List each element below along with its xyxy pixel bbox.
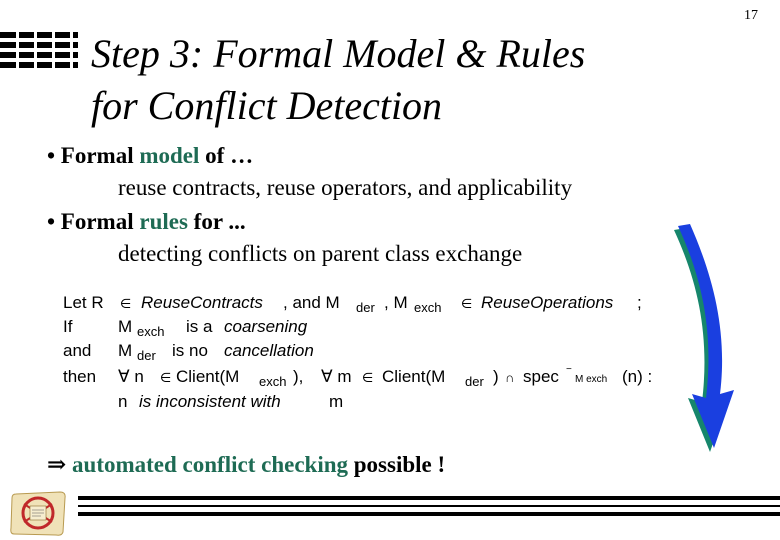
formula-m-2: M bbox=[118, 317, 133, 336]
formula-forall-m: ∀ m bbox=[321, 367, 352, 386]
conclusion-rest: possible ! bbox=[348, 452, 446, 477]
formula-let: Let R bbox=[63, 293, 104, 312]
formula-is-a: is a bbox=[186, 317, 213, 336]
bullet-2-highlight: rules bbox=[139, 209, 188, 234]
formula-sub-exch-4: exch bbox=[259, 374, 287, 389]
bullet-2 bbox=[47, 209, 246, 235]
formula-comma-m: , M bbox=[384, 293, 408, 312]
formula-semicolon: ; bbox=[637, 293, 642, 312]
footer-rule-2 bbox=[78, 505, 780, 507]
bullet-1 bbox=[47, 143, 253, 169]
bullet-1-detail: reuse contracts, reuse operators, and applicability bbox=[118, 175, 573, 200]
formula-spec-sub: M exch bbox=[575, 374, 608, 385]
formula-element-of-4: ∈ bbox=[362, 370, 374, 385]
bullet-1-suffix: of … bbox=[199, 143, 254, 168]
formula-sub-exch-2: exch bbox=[137, 324, 165, 339]
bullet-1-highlight: model bbox=[139, 143, 200, 168]
conclusion bbox=[47, 451, 445, 478]
formula-if: If bbox=[63, 317, 73, 336]
formula-close-2: ) bbox=[493, 367, 499, 386]
curved-down-arrow-icon bbox=[668, 222, 748, 454]
formula-sub-der: der bbox=[356, 300, 375, 315]
formula-client-2: Client(M bbox=[382, 367, 446, 386]
formula-close-1: ), bbox=[293, 367, 304, 386]
bullet-2-detail: detecting conflicts on parent class exchange bbox=[118, 241, 523, 266]
conclusion-highlight: automated conflict checking bbox=[72, 452, 348, 477]
formula-is-no: is no bbox=[172, 341, 208, 360]
formula-n: n bbox=[118, 392, 128, 411]
formula-intersection: ∩ bbox=[505, 370, 515, 385]
footer-rule-3 bbox=[78, 512, 780, 516]
formula-and-m: , and M bbox=[283, 293, 340, 312]
formula-forall-n: ∀ n bbox=[118, 367, 144, 386]
formula-coarsening: coarsening bbox=[224, 317, 308, 336]
formula-m-3: M bbox=[118, 341, 133, 360]
title-line-1: Step 3: Formal Model & Rules bbox=[91, 31, 586, 76]
formula-inconsistent: is inconsistent with bbox=[139, 392, 281, 411]
formula-reuse-operations: ReuseOperations bbox=[481, 293, 614, 312]
formula-sub-exch: exch bbox=[414, 300, 442, 315]
formula-element-of-3: ∈ bbox=[160, 370, 172, 385]
formula-reuse-contracts: ReuseContracts bbox=[141, 293, 263, 312]
formula-cancellation: cancellation bbox=[224, 341, 314, 360]
formula-client-1: Client(M bbox=[176, 367, 240, 386]
page-number: 17 bbox=[744, 8, 758, 23]
formula-spec: spec bbox=[523, 367, 559, 386]
bullet-2-suffix: for ... bbox=[187, 209, 246, 234]
bullet-2-prefix: • Formal bbox=[47, 209, 140, 234]
formula-element-of-1: ∈ bbox=[120, 296, 132, 311]
implies-symbol: ⇒ bbox=[47, 452, 67, 477]
formula-sub-der-3: der bbox=[137, 348, 156, 363]
title-line-2: for Conflict Detection bbox=[91, 83, 443, 128]
formula-tail: (n) : bbox=[622, 367, 653, 386]
bullet-1-prefix: • Formal bbox=[47, 143, 140, 168]
formula-element-of-2: ∈ bbox=[461, 296, 473, 311]
formula-then: then bbox=[63, 367, 97, 386]
formula-spec-sup: − bbox=[566, 364, 572, 375]
footer-rule-1 bbox=[78, 496, 780, 500]
formula-m-5: m bbox=[329, 392, 344, 411]
scroll-logo-icon bbox=[8, 488, 70, 538]
formula-and: and bbox=[63, 341, 92, 360]
formula-sub-der-4: der bbox=[465, 374, 484, 389]
